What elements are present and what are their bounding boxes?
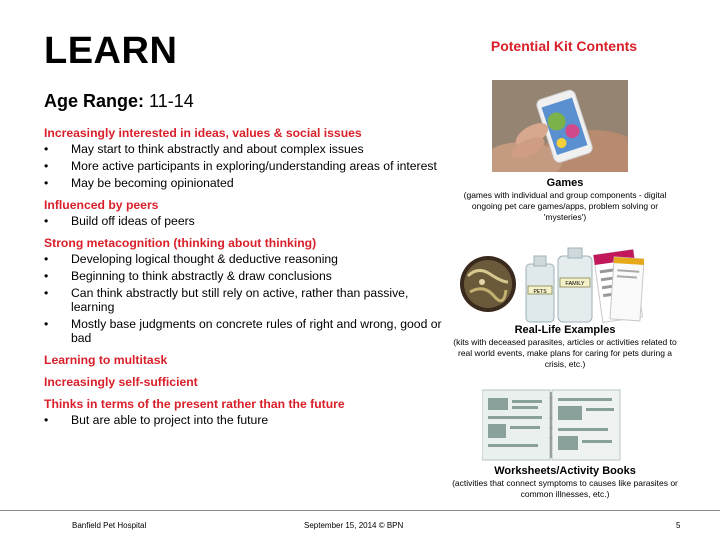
age-range-value: 11-14 (149, 91, 194, 111)
bullet-item: • May be becoming opinionated (44, 176, 444, 190)
bullet-list (44, 214, 444, 228)
content-list (44, 126, 444, 435)
section-heading: Strong metacognition (thinking about thinking) (44, 236, 317, 250)
section-heading: Influenced by peers (44, 198, 159, 212)
bullet-item: • Mostly base judgments on concrete rules of right and wrong, good or bad (44, 317, 444, 345)
footer-org: Banfield Pet Hospital (72, 521, 147, 530)
section-peers (44, 198, 444, 228)
age-range (44, 91, 194, 112)
kit-title: Potential Kit Contents (490, 38, 638, 54)
section-heading: Increasingly self-sufficient (44, 375, 198, 389)
kit-item-desc: (activities that connect symptoms to causes like parasites or common illnesses, etc.) (452, 478, 678, 499)
bottle-label: FAMILY (565, 281, 585, 287)
section-present (44, 397, 444, 427)
bullet-item: • But are able to project into the future (44, 413, 444, 427)
real-life-examples-image (458, 246, 644, 324)
section-ideas (44, 126, 444, 190)
section-self-sufficient (44, 375, 444, 389)
age-range-label: Age Range: (44, 91, 145, 111)
section-multitask (44, 353, 444, 367)
bullet-item: • May start to think abstractly and about complex issues (44, 142, 444, 156)
kit-item-label: Real-Life Examples (514, 324, 616, 336)
phone-games-image (492, 80, 628, 172)
kit-item-games (452, 177, 678, 223)
footer-divider (0, 510, 720, 511)
bullet-item: • Developing logical thought & deductive reasoning (44, 252, 444, 266)
kit-item-real-life (452, 324, 678, 370)
bullet-list (44, 142, 444, 190)
section-heading: Learning to multitask (44, 353, 168, 367)
section-heading: Thinks in terms of the present rather than the future (44, 397, 345, 411)
section-metacognition (44, 236, 444, 345)
bullet-item: • Can think abstractly but still rely on active, rather than passive, learning (44, 286, 444, 314)
bullet-item: • Build off ideas of peers (44, 214, 444, 228)
bullet-list (44, 413, 444, 427)
footer-date: September 15, 2014 © BPN (304, 521, 404, 530)
bullet-list (44, 252, 444, 345)
kit-item-desc: (kits with deceased parasites, articles or activities related to real world events, make plans for caring for pets during a crisis, etc.) (453, 337, 677, 369)
kit-item-desc: (games with individual and group components - digital ongoing pet care games/apps, problem solving or 'mysteries') (463, 190, 667, 222)
bullet-item: • More active participants in exploring/understanding areas of interest (44, 159, 444, 173)
bottle-label: PETS (533, 289, 547, 295)
footer-page-number: 5 (676, 521, 681, 530)
bullet-item: • Beginning to think abstractly & draw conclusions (44, 269, 444, 283)
slide-title: LEARN (44, 30, 178, 72)
kit-item-label: Worksheets/Activity Books (494, 465, 636, 477)
worksheets-image (482, 388, 622, 462)
kit-item-label: Games (546, 177, 584, 189)
section-heading: Increasingly interested in ideas, values & social issues (44, 126, 362, 140)
kit-item-worksheets (452, 465, 678, 500)
